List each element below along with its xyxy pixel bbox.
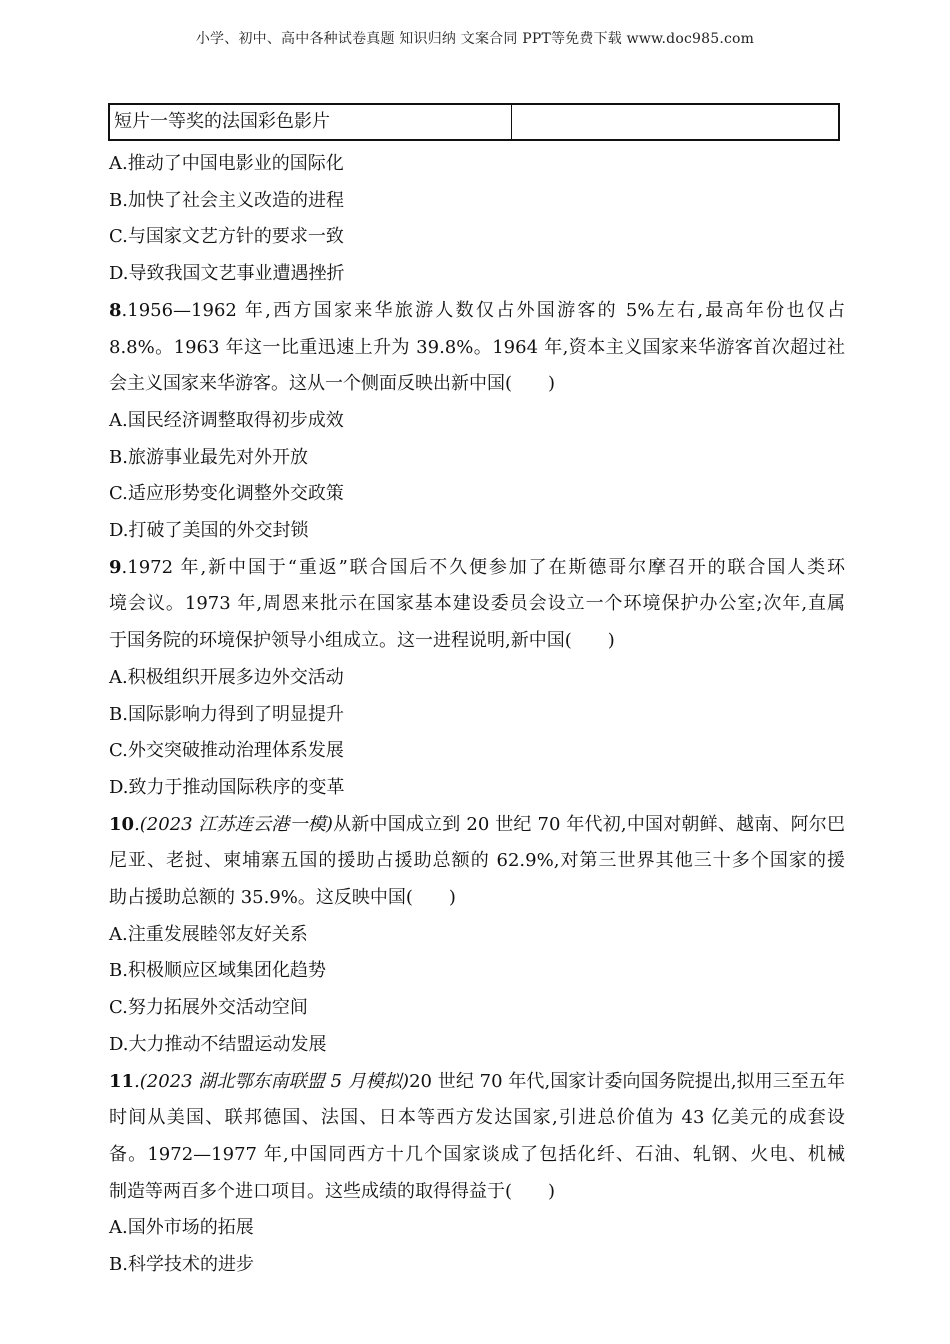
q11-option-b: B.科学技术的进步 bbox=[109, 1254, 254, 1276]
prev-option-c: C.与国家文艺方针的要求一致 bbox=[109, 226, 344, 248]
q11-source: .(2023 湖北鄂东南联盟 5 月模拟) bbox=[134, 1070, 410, 1092]
table-cell-right bbox=[512, 105, 838, 139]
info-table bbox=[108, 103, 840, 141]
q11-line-1: 11.(2023 湖北鄂东南联盟 5 月模拟)20 世纪 70 年代,国家计委向国务院提出,拟用三至五年 bbox=[109, 1070, 845, 1092]
q10-source: .(2023 江苏连云港一模) bbox=[134, 813, 333, 835]
q10-option-c: C.努力拓展外交活动空间 bbox=[109, 997, 308, 1019]
q9-number: 9 bbox=[109, 556, 122, 578]
q8-line-3: 会主义国家来华游客。这从一个侧面反映出新中国( ) bbox=[109, 373, 556, 395]
q8-option-c: C.适应形势变化调整外交政策 bbox=[109, 483, 344, 505]
q9-line-1: 9.1972 年,新中国于“重返”联合国后不久便参加了在斯德哥尔摩召开的联合国人类环 bbox=[109, 556, 845, 578]
q11-number: 11 bbox=[109, 1070, 135, 1092]
q10-number: 10 bbox=[109, 813, 135, 835]
page-header: 小学、初中、高中各种试卷真题 知识归纳 文案合同 PPT等免费下载 www.doc985.com bbox=[195, 31, 755, 47]
q8-option-d: D.打破了美国的外交封锁 bbox=[109, 520, 309, 542]
q9-option-c: C.外交突破推动治理体系发展 bbox=[109, 740, 344, 762]
q9-option-d: D.致力于推动国际秩序的变革 bbox=[109, 776, 345, 798]
table-cell-left: 短片一等奖的法国彩色影片 bbox=[110, 105, 512, 139]
q10-line-3: 助占援助总额的 35.9%。这反映中国( ) bbox=[109, 887, 456, 909]
q10-option-d: D.大力推动不结盟运动发展 bbox=[109, 1033, 327, 1055]
q9-option-b: B.国际影响力得到了明显提升 bbox=[109, 703, 344, 725]
q11-line-2: 时间从美国、联邦德国、法国、日本等西方发达国家,引进总价值为 43 亿美元的成套设 bbox=[109, 1107, 845, 1129]
q8-line-2: 8.8%。1963 年这一比重迅速上升为 39.8%。1964 年,资本主义国家来华游客首次超过社 bbox=[109, 336, 845, 358]
q11-line-3: 备。1972—1977 年,中国同西方十几个国家谈成了包括化纤、石油、轧钢、火电、机械 bbox=[109, 1143, 845, 1165]
q10-line-2: 尼亚、老挝、柬埔寨五国的援助占援助总额的 62.9%,对第三世界其他三十多个国家的援 bbox=[109, 850, 845, 872]
q9-line-2: 境会议。1973 年,周恩来批示在国家基本建设委员会设立一个环境保护办公室;次年,直属 bbox=[109, 593, 845, 615]
q9-line-3: 于国务院的环境保护领导小组成立。这一进程说明,新中国( ) bbox=[109, 630, 615, 652]
prev-option-a: A.推动了中国电影业的国际化 bbox=[109, 153, 344, 174]
question-content bbox=[109, 146, 845, 1284]
q8-line-1: 8.1956—1962 年,西方国家来华旅游人数仅占外国游客的 5%左右,最高年份也仅占 bbox=[109, 299, 845, 321]
prev-option-b: B.加快了社会主义改造的进程 bbox=[109, 189, 344, 211]
q11-line-4: 制造等两百多个进口项目。这些成绩的取得得益于( ) bbox=[109, 1180, 556, 1202]
q9-option-a: A.积极组织开展多边外交活动 bbox=[109, 666, 344, 688]
q10-option-b: B.积极顺应区域集团化趋势 bbox=[109, 960, 326, 982]
q10-option-a: A.注重发展睦邻友好关系 bbox=[109, 923, 308, 945]
q10-line-1: 10.(2023 江苏连云港一模)从新中国成立到 20 世纪 70 年代初,中国对朝鲜、越南、阿尔巴 bbox=[109, 813, 845, 835]
q8-number: 8 bbox=[109, 299, 122, 321]
q8-option-b: B.旅游事业最先对外开放 bbox=[109, 446, 308, 468]
q8-option-a: A.国民经济调整取得初步成效 bbox=[109, 409, 344, 431]
q11-option-a: A.国外市场的拓展 bbox=[109, 1217, 254, 1239]
prev-option-d: D.导致我国文艺事业遭遇挫折 bbox=[109, 263, 345, 285]
